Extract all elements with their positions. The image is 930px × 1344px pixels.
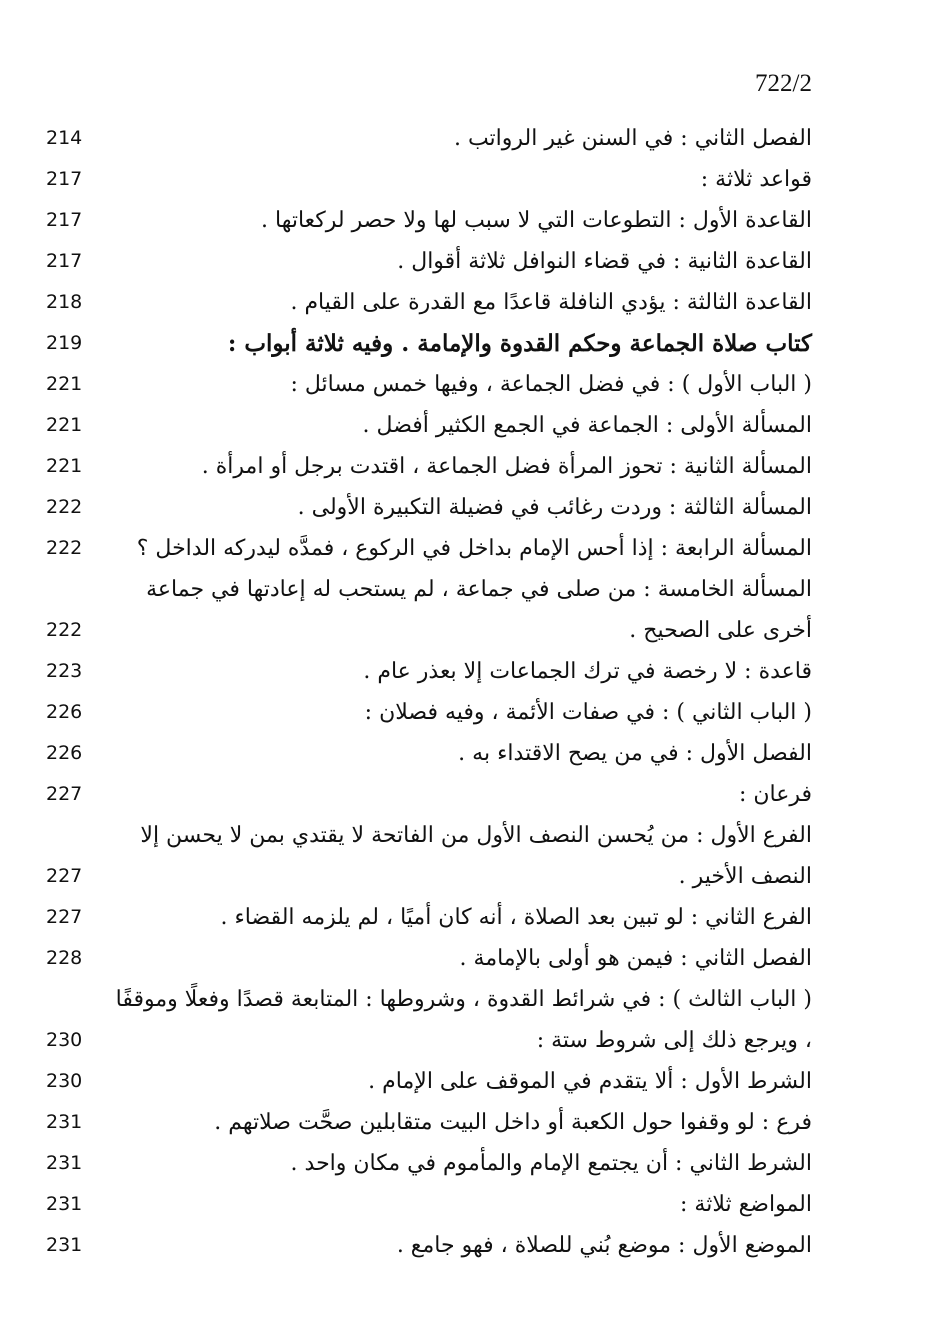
- toc-entry-book-heading: [0, 323, 930, 364]
- toc-entry: [0, 446, 930, 487]
- toc-entry: [0, 1184, 930, 1225]
- toc-entry-title: قاعدة : لا رخصة في ترك الجماعات إلا بعذر عام .: [363, 659, 812, 684]
- toc-entry: [0, 1225, 930, 1266]
- toc-entry-title: المواضع ثلاثة :: [680, 1192, 812, 1217]
- toc-entry-page: 230: [46, 1070, 83, 1092]
- toc-entry-page: 231: [46, 1234, 83, 1256]
- toc-entry-page: 217: [46, 168, 83, 190]
- toc-entry: [0, 1061, 930, 1102]
- toc-entry-title: الفرع الثاني : لو تبين بعد الصلاة ، أنه كان أميًا ، لم يلزمه القضاء .: [220, 905, 812, 930]
- toc-entry-title: القاعدة الثانية : في قضاء النوافل ثلاثة أقوال .: [397, 249, 812, 274]
- toc-entry: [0, 200, 930, 241]
- toc-entry-title: قواعد ثلاثة :: [700, 167, 812, 192]
- toc-entry-title: الفصل الأول : في من يصح الاقتداء به .: [458, 741, 812, 766]
- toc-entry-title: القاعدة الثالثة : يؤدي النافلة قاعدًا مع القدرة على القيام .: [290, 290, 812, 315]
- page-number: 722/2: [755, 70, 812, 97]
- toc-entry-page: 226: [46, 742, 83, 764]
- toc-entry-title: الفصل الثاني : في السنن غير الرواتب .: [453, 126, 812, 151]
- toc-entry: [0, 1143, 930, 1184]
- toc-entry-page: 217: [46, 209, 83, 231]
- toc-entry: [0, 938, 930, 979]
- toc-entry-title: القاعدة الأول : التطوعات التي لا سبب لها ولا حصر لركعاتها .: [261, 208, 812, 233]
- toc-entry-title: المسألة الأولى : الجماعة في الجمع الكثير أفضل .: [362, 413, 812, 438]
- toc-entry: [0, 118, 930, 159]
- toc-entry-title: ( الباب الثاني ) : في صفات الأئمة ، وفيه فصلان :: [364, 700, 812, 725]
- toc-entry-title: ( الباب الثالث ) : في شرائط القدوة ، وشروطها : المتابعة قصدًا وفعلًا وموقفًا ، ويرجع ذلك إلى شروط ستة :: [115, 987, 812, 1053]
- toc-entry: [0, 487, 930, 528]
- toc-entry: [0, 733, 930, 774]
- toc-entry-title: الموضع الأول : موضع بُني للصلاة ، فهو جامع .: [396, 1233, 812, 1258]
- toc-entry: [0, 897, 930, 938]
- toc-entry-page: 222: [46, 496, 83, 518]
- toc-entry-page: 222: [46, 537, 83, 559]
- toc-entry-title: الشرط الأول : ألا يتقدم في الموقف على الإمام .: [368, 1069, 812, 1094]
- toc-entry-page: 223: [46, 660, 83, 682]
- toc-entry-page: 227: [46, 906, 83, 928]
- toc-entry-page: 219: [46, 332, 83, 354]
- toc-entry-title: المسألة الرابعة : إذا أحس الإمام بداخل في الركوع ، فمدَّه ليدركه الداخل ؟: [136, 536, 812, 561]
- table-of-contents: [0, 118, 930, 1266]
- toc-entry: [0, 282, 930, 323]
- toc-entry-page: 221: [46, 414, 83, 436]
- toc-entry: [0, 651, 930, 692]
- toc-entry-page: 217: [46, 250, 83, 272]
- toc-entry-title: المسألة الثانية : تحوز المرأة فضل الجماعة ، اقتدت برجل أو امرأة .: [201, 454, 812, 479]
- toc-entry: [0, 528, 930, 569]
- toc-entry: [0, 405, 930, 446]
- toc-entry-title: ( الباب الأول ) : في فضل الجماعة ، وفيها خمس مسائل :: [290, 372, 812, 397]
- toc-entry-page: 221: [46, 455, 83, 477]
- toc-entry-page: 231: [46, 1193, 83, 1215]
- toc-entry-page: 227: [46, 783, 83, 805]
- toc-entry: [0, 364, 930, 405]
- toc-entry-title: الفرع الأول : من يُحسن النصف الأول من الفاتحة لا يقتدي بمن لا يحسن إلا النصف الأخير .: [140, 823, 812, 889]
- toc-entry: [0, 569, 930, 651]
- toc-entry: [0, 1102, 930, 1143]
- toc-entry-page: 221: [46, 373, 83, 395]
- toc-entry-title: المسألة الثالثة : وردت رغائب في فضيلة التكبيرة الأولى .: [297, 495, 812, 520]
- toc-entry-page: 231: [46, 1111, 83, 1133]
- toc-entry-title: كتاب صلاة الجماعة وحكم القدوة والإمامة . وفيه ثلاثة أبواب :: [227, 330, 812, 357]
- toc-entry-title: الفصل الثاني : فيمن هو أولى بالإمامة .: [459, 946, 812, 971]
- toc-entry: [0, 241, 930, 282]
- toc-entry: [0, 774, 930, 815]
- toc-entry-page: 226: [46, 701, 83, 723]
- toc-entry-title: الشرط الثاني : أن يجتمع الإمام والمأموم في مكان واحد .: [290, 1151, 812, 1176]
- toc-entry-title: فرعان :: [738, 782, 812, 807]
- toc-entry: [0, 815, 930, 897]
- toc-entry: [0, 692, 930, 733]
- toc-entry-page: 231: [46, 1152, 83, 1174]
- toc-entry-page: 222: [46, 619, 83, 641]
- toc-entry-page: 214: [46, 127, 83, 149]
- toc-entry: [0, 979, 930, 1061]
- toc-entry-page: 230: [46, 1029, 83, 1051]
- toc-entry: [0, 159, 930, 200]
- toc-entry-page: 228: [46, 947, 83, 969]
- toc-entry-page: 218: [46, 291, 83, 313]
- toc-entry-page: 227: [46, 865, 83, 887]
- toc-entry-title: المسألة الخامسة : من صلى في جماعة ، لم يستحب له إعادتها في جماعة أخرى على الصحيح .: [146, 577, 812, 643]
- toc-entry-title: فرع : لو وقفوا حول الكعبة أو داخل البيت متقابلين صحَّت صلاتهم .: [214, 1110, 812, 1135]
